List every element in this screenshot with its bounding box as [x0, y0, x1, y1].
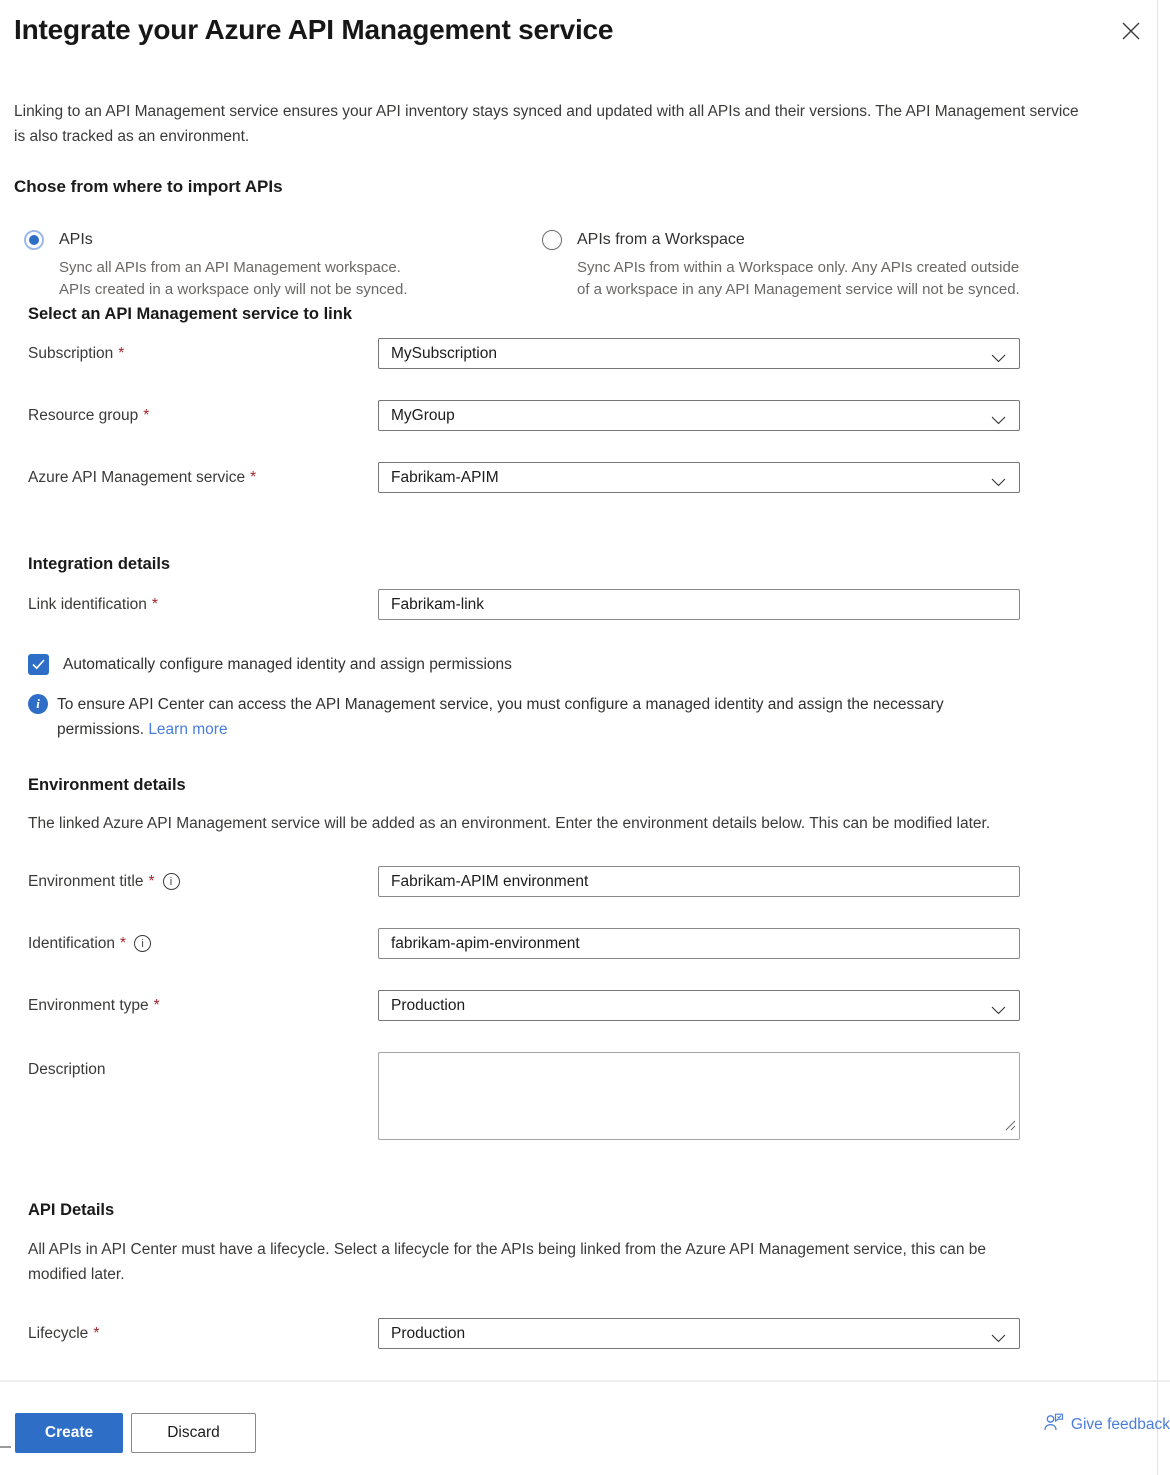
- environment-type-row: [28, 990, 1170, 1021]
- environment-type-value: Production: [391, 996, 466, 1014]
- radio-option-apis[interactable]: [24, 229, 542, 301]
- description-label: [28, 1052, 378, 1079]
- link-identification-label-text: Link identification: [28, 595, 147, 613]
- lifecycle-label: [28, 1325, 378, 1343]
- info-tooltip-icon[interactable]: i: [163, 873, 180, 890]
- apim-service-dropdown[interactable]: [378, 462, 1020, 493]
- integration-section-heading: Integration details: [28, 555, 171, 573]
- page-title: Integrate your Azure API Management service: [14, 14, 614, 45]
- environment-title-label: [28, 873, 378, 891]
- environment-type-label: [28, 997, 378, 1015]
- subscription-label-text: Subscription: [28, 344, 114, 362]
- radio-option-apis-workspace[interactable]: [542, 229, 1042, 301]
- info-note-body: To ensure API Center can access the API Management service, you must configure a managed identity and assign the necessary permissions.: [57, 696, 944, 738]
- feedback-label: Give feedback: [1070, 1415, 1170, 1433]
- description-textarea[interactable]: [378, 1052, 1020, 1140]
- import-source-radio-group: [24, 229, 1170, 301]
- required-asterisk: *: [93, 1324, 100, 1342]
- api-details-description: All APIs in API Center must have a lifecycle. Select a lifecycle for the APIs being linked from the Azure API Management service, this can be modified later.: [28, 1241, 987, 1283]
- chevron-down-icon: [991, 412, 1006, 430]
- identification-input[interactable]: [378, 928, 1020, 959]
- footer-divider: [0, 1380, 1170, 1382]
- resource-group-label-text: Resource group: [28, 406, 139, 424]
- panel-resize-handle[interactable]: [0, 1446, 11, 1448]
- lifecycle-label-text: Lifecycle: [28, 1324, 89, 1342]
- resize-grip-icon[interactable]: [1005, 1118, 1016, 1136]
- subscription-dropdown[interactable]: [378, 338, 1020, 369]
- apim-service-label-text: Azure API Management service: [28, 468, 246, 486]
- apim-service-value: Fabrikam-APIM: [391, 468, 499, 486]
- subscription-row: [28, 338, 1170, 369]
- resource-group-dropdown[interactable]: [378, 400, 1020, 431]
- description-label-text: Description: [28, 1061, 106, 1078]
- managed-identity-info-note: [28, 692, 1170, 742]
- learn-more-link[interactable]: Learn more: [148, 721, 228, 738]
- radio-workspace-label[interactable]: APIs from a Workspace: [577, 231, 745, 248]
- description-row: [28, 1052, 1170, 1140]
- environment-title-label-text: Environment title: [28, 872, 144, 890]
- required-asterisk: *: [151, 595, 158, 613]
- lifecycle-dropdown[interactable]: [378, 1318, 1020, 1349]
- footer-bar: [15, 1413, 1170, 1453]
- required-asterisk: *: [143, 406, 150, 424]
- radio-workspace-description: Sync APIs from within a Workspace only. Any APIs created outside of a workspace in any API Management service will not be synced.: [577, 259, 1020, 298]
- create-button[interactable]: Create: [15, 1413, 123, 1453]
- radio-apis-description: Sync all APIs from an API Management workspace. APIs created in a workspace only will not be synced.: [59, 259, 408, 298]
- required-asterisk: *: [120, 934, 127, 952]
- lifecycle-row: [28, 1318, 1170, 1349]
- managed-identity-checkbox-label[interactable]: Automatically configure managed identity and assign permissions: [63, 655, 512, 673]
- radio-selected-icon[interactable]: [24, 230, 44, 250]
- dialog-intro-text: Linking to an API Management service ensures your API inventory stays synced and updated with all APIs and their versions. The API Management service is also tracked as an environment.: [14, 103, 1079, 145]
- info-icon: i: [28, 694, 48, 714]
- required-asterisk: *: [148, 872, 155, 890]
- required-asterisk: *: [153, 996, 160, 1014]
- subscription-label: [28, 345, 378, 363]
- discard-button[interactable]: Discard: [131, 1413, 256, 1453]
- info-tooltip-icon[interactable]: i: [134, 935, 151, 952]
- subscription-value: MySubscription: [391, 344, 497, 362]
- environment-title-row: [28, 866, 1170, 897]
- dialog-header: [0, 0, 1170, 46]
- checkbox-checked-icon[interactable]: [28, 654, 49, 675]
- resource-group-label: [28, 407, 378, 425]
- required-asterisk: *: [250, 468, 257, 486]
- environment-type-label-text: Environment type: [28, 996, 149, 1014]
- link-identification-label: [28, 596, 378, 614]
- service-section-heading: Select an API Management service to link: [28, 305, 353, 323]
- info-note-text: [57, 692, 997, 742]
- apim-service-label: [28, 469, 378, 487]
- scrollbar-track[interactable]: [1157, 0, 1158, 1475]
- chevron-down-icon: [991, 1330, 1006, 1348]
- apim-service-row: [28, 462, 1170, 493]
- radio-unselected-icon[interactable]: [542, 230, 562, 250]
- identification-row: [28, 928, 1170, 959]
- environment-title-input[interactable]: [378, 866, 1020, 897]
- resource-group-value: MyGroup: [391, 406, 455, 424]
- chevron-down-icon: [991, 474, 1006, 492]
- environment-type-dropdown[interactable]: [378, 990, 1020, 1021]
- managed-identity-checkbox-row[interactable]: [28, 654, 1170, 675]
- required-asterisk: *: [118, 344, 125, 362]
- chevron-down-icon: [991, 350, 1006, 368]
- identification-label: [28, 935, 378, 953]
- resource-group-row: [28, 400, 1170, 431]
- chevron-down-icon: [991, 1002, 1006, 1020]
- link-identification-input[interactable]: [378, 589, 1020, 620]
- api-details-section-heading: API Details: [28, 1201, 115, 1219]
- give-feedback-link[interactable]: [1044, 1413, 1170, 1436]
- environment-section-heading: Environment details: [28, 776, 186, 794]
- identification-label-text: Identification: [28, 934, 116, 952]
- environment-section-description: The linked Azure API Management service will be added as an environment. Enter the environment details below. This can be modified later.: [28, 815, 991, 832]
- close-icon[interactable]: [1120, 20, 1142, 42]
- radio-apis-label[interactable]: APIs: [59, 231, 93, 248]
- import-section-heading: Chose from where to import APIs: [14, 177, 283, 196]
- feedback-person-icon: [1044, 1413, 1064, 1436]
- link-identification-row: [28, 589, 1170, 620]
- lifecycle-value: Production: [391, 1324, 466, 1342]
